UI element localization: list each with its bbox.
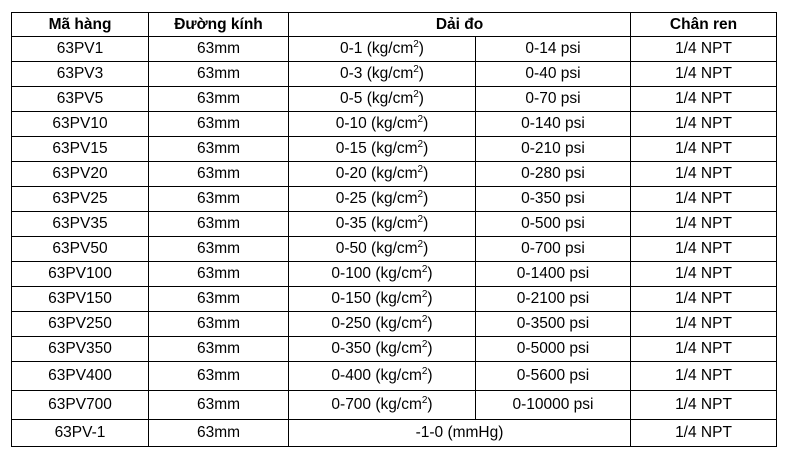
table-row: [12, 212, 777, 237]
range-kg-text: 0-250 (kg/cm: [331, 315, 422, 332]
cell-thread: 1/4 NPT: [631, 62, 777, 87]
cell-range-kg: [289, 187, 476, 212]
cell-code: 63PV3: [12, 62, 149, 87]
table-row: [12, 162, 777, 187]
range-kg-close: ): [423, 165, 429, 182]
cell-range-kg: [289, 37, 476, 62]
range-kg-close: ): [423, 215, 429, 232]
unit-superscript: 2: [417, 189, 424, 200]
cell-diameter: 63mm: [149, 37, 289, 62]
table-row: [12, 287, 777, 312]
cell-range-psi: 0-3500 psi: [476, 312, 631, 337]
range-kg-close: ): [418, 65, 424, 82]
cell-range-kg: [289, 212, 476, 237]
cell-range-psi: 0-350 psi: [476, 187, 631, 212]
unit-superscript: 2: [421, 395, 428, 406]
unit-superscript: 2: [417, 239, 424, 250]
unit-superscript: 2: [421, 366, 428, 377]
table-row: [12, 87, 777, 112]
range-kg-close: ): [423, 115, 429, 132]
cell-thread: 1/4 NPT: [631, 287, 777, 312]
header-row: [12, 13, 777, 37]
cell-code: 63PV10: [12, 112, 149, 137]
cell-thread: 1/4 NPT: [631, 391, 777, 420]
cell-thread: 1/4 NPT: [631, 420, 777, 447]
cell-range-kg: [289, 312, 476, 337]
cell-range-kg: [289, 262, 476, 287]
cell-diameter: 63mm: [149, 237, 289, 262]
cell-range-kg: [289, 62, 476, 87]
range-kg-text: 0-10 (kg/cm: [335, 115, 418, 132]
cell-thread: 1/4 NPT: [631, 137, 777, 162]
cell-code: 63PV700: [12, 391, 149, 420]
range-kg-close: ): [427, 367, 433, 384]
table-row: [12, 420, 777, 447]
cell-code: 63PV20: [12, 162, 149, 187]
table-row: [12, 112, 777, 137]
range-kg-text: 0-150 (kg/cm: [331, 290, 422, 307]
cell-range-kg: [289, 287, 476, 312]
table-row: [12, 312, 777, 337]
cell-range-psi: 0-5000 psi: [476, 337, 631, 362]
range-kg-text: 0-15 (kg/cm: [335, 140, 418, 157]
cell-diameter: 63mm: [149, 362, 289, 391]
cell-range-psi: 0-1400 psi: [476, 262, 631, 287]
cell-range-kg: [289, 162, 476, 187]
range-kg-close: ): [418, 90, 424, 107]
cell-range-psi: 0-10000 psi: [476, 391, 631, 420]
range-kg-text: 0-3 (kg/cm: [340, 65, 414, 82]
range-kg-close: ): [427, 265, 433, 282]
cell-diameter: 63mm: [149, 337, 289, 362]
table-row: [12, 337, 777, 362]
cell-range-kg: [289, 237, 476, 262]
cell-code: 63PV150: [12, 287, 149, 312]
header-code: Mã hàng: [12, 13, 149, 37]
cell-code: 63PV25: [12, 187, 149, 212]
unit-superscript: 2: [417, 139, 424, 150]
cell-diameter: 63mm: [149, 87, 289, 112]
cell-diameter: 63mm: [149, 187, 289, 212]
cell-range-kg: [289, 87, 476, 112]
cell-range-psi: 0-140 psi: [476, 112, 631, 137]
table-row: [12, 137, 777, 162]
cell-thread: 1/4 NPT: [631, 162, 777, 187]
cell-range-psi: 0-5600 psi: [476, 362, 631, 391]
cell-diameter: 63mm: [149, 287, 289, 312]
range-kg-text: 0-700 (kg/cm: [331, 396, 422, 413]
cell-range-kg: [289, 391, 476, 420]
cell-range-psi: 0-500 psi: [476, 212, 631, 237]
cell-code: 63PV15: [12, 137, 149, 162]
unit-superscript: 2: [421, 264, 428, 275]
range-kg-text: 0-350 (kg/cm: [331, 340, 422, 357]
range-kg-close: ): [427, 396, 433, 413]
unit-superscript: 2: [417, 164, 424, 175]
cell-code: 63PV350: [12, 337, 149, 362]
header-thread: Chân ren: [631, 13, 777, 37]
range-kg-text: 0-35 (kg/cm: [335, 215, 418, 232]
cell-thread: 1/4 NPT: [631, 312, 777, 337]
cell-range-psi: 0-210 psi: [476, 137, 631, 162]
cell-code: 63PV1: [12, 37, 149, 62]
table-row: [12, 362, 777, 391]
unit-superscript: 2: [417, 114, 424, 125]
range-kg-text: 0-400 (kg/cm: [331, 367, 422, 384]
cell-code: 63PV-1: [12, 420, 149, 447]
range-kg-text: 0-50 (kg/cm: [335, 240, 418, 257]
cell-thread: 1/4 NPT: [631, 212, 777, 237]
range-kg-close: ): [423, 240, 429, 257]
range-kg-text: 0-100 (kg/cm: [331, 265, 422, 282]
range-kg-close: ): [423, 190, 429, 207]
cell-range-psi: 0-40 psi: [476, 62, 631, 87]
cell-range-kg: [289, 362, 476, 391]
range-kg-text: 0-25 (kg/cm: [335, 190, 418, 207]
range-kg-close: ): [427, 315, 433, 332]
table-row: [12, 237, 777, 262]
cell-diameter: 63mm: [149, 62, 289, 87]
range-kg-close: ): [427, 340, 433, 357]
cell-diameter: 63mm: [149, 420, 289, 447]
cell-range-psi: 0-70 psi: [476, 87, 631, 112]
cell-thread: 1/4 NPT: [631, 262, 777, 287]
cell-diameter: 63mm: [149, 162, 289, 187]
cell-code: 63PV5: [12, 87, 149, 112]
cell-diameter: 63mm: [149, 312, 289, 337]
range-kg-close: ): [423, 140, 429, 157]
cell-range-merged: -1-0 (mmHg): [289, 420, 631, 447]
cell-code: 63PV100: [12, 262, 149, 287]
unit-superscript: 2: [421, 289, 428, 300]
table-row: [12, 37, 777, 62]
cell-range-psi: 0-14 psi: [476, 37, 631, 62]
cell-code: 63PV400: [12, 362, 149, 391]
cell-range-psi: 0-700 psi: [476, 237, 631, 262]
unit-superscript: 2: [413, 89, 419, 100]
cell-thread: 1/4 NPT: [631, 337, 777, 362]
cell-code: 63PV35: [12, 212, 149, 237]
cell-thread: 1/4 NPT: [631, 37, 777, 62]
cell-thread: 1/4 NPT: [631, 237, 777, 262]
header-range: Dải đo: [289, 13, 631, 37]
cell-range-psi: 0-2100 psi: [476, 287, 631, 312]
spec-table: [11, 12, 777, 447]
cell-diameter: 63mm: [149, 112, 289, 137]
cell-thread: 1/4 NPT: [631, 362, 777, 391]
header-diameter: Đường kính: [149, 13, 289, 37]
cell-code: 63PV250: [12, 312, 149, 337]
cell-diameter: 63mm: [149, 262, 289, 287]
cell-range-kg: [289, 112, 476, 137]
range-kg-text: 0-20 (kg/cm: [335, 165, 418, 182]
cell-range-kg: [289, 137, 476, 162]
table-row: [12, 262, 777, 287]
unit-superscript: 2: [421, 314, 428, 325]
unit-superscript: 2: [413, 64, 419, 75]
range-kg-text: 0-5 (kg/cm: [340, 90, 414, 107]
cell-range-psi: 0-280 psi: [476, 162, 631, 187]
cell-thread: 1/4 NPT: [631, 187, 777, 212]
cell-code: 63PV50: [12, 237, 149, 262]
cell-diameter: 63mm: [149, 391, 289, 420]
range-kg-text: 0-1 (kg/cm: [340, 40, 414, 57]
unit-superscript: 2: [417, 214, 424, 225]
table-row: [12, 391, 777, 420]
unit-superscript: 2: [421, 339, 428, 350]
range-kg-close: ): [418, 40, 424, 57]
range-kg-close: ): [427, 290, 433, 307]
unit-superscript: 2: [413, 39, 419, 50]
cell-thread: 1/4 NPT: [631, 112, 777, 137]
table-row: [12, 62, 777, 87]
cell-thread: 1/4 NPT: [631, 87, 777, 112]
table-body: [12, 37, 777, 447]
table-row: [12, 187, 777, 212]
cell-range-kg: [289, 337, 476, 362]
cell-diameter: 63mm: [149, 212, 289, 237]
cell-diameter: 63mm: [149, 137, 289, 162]
